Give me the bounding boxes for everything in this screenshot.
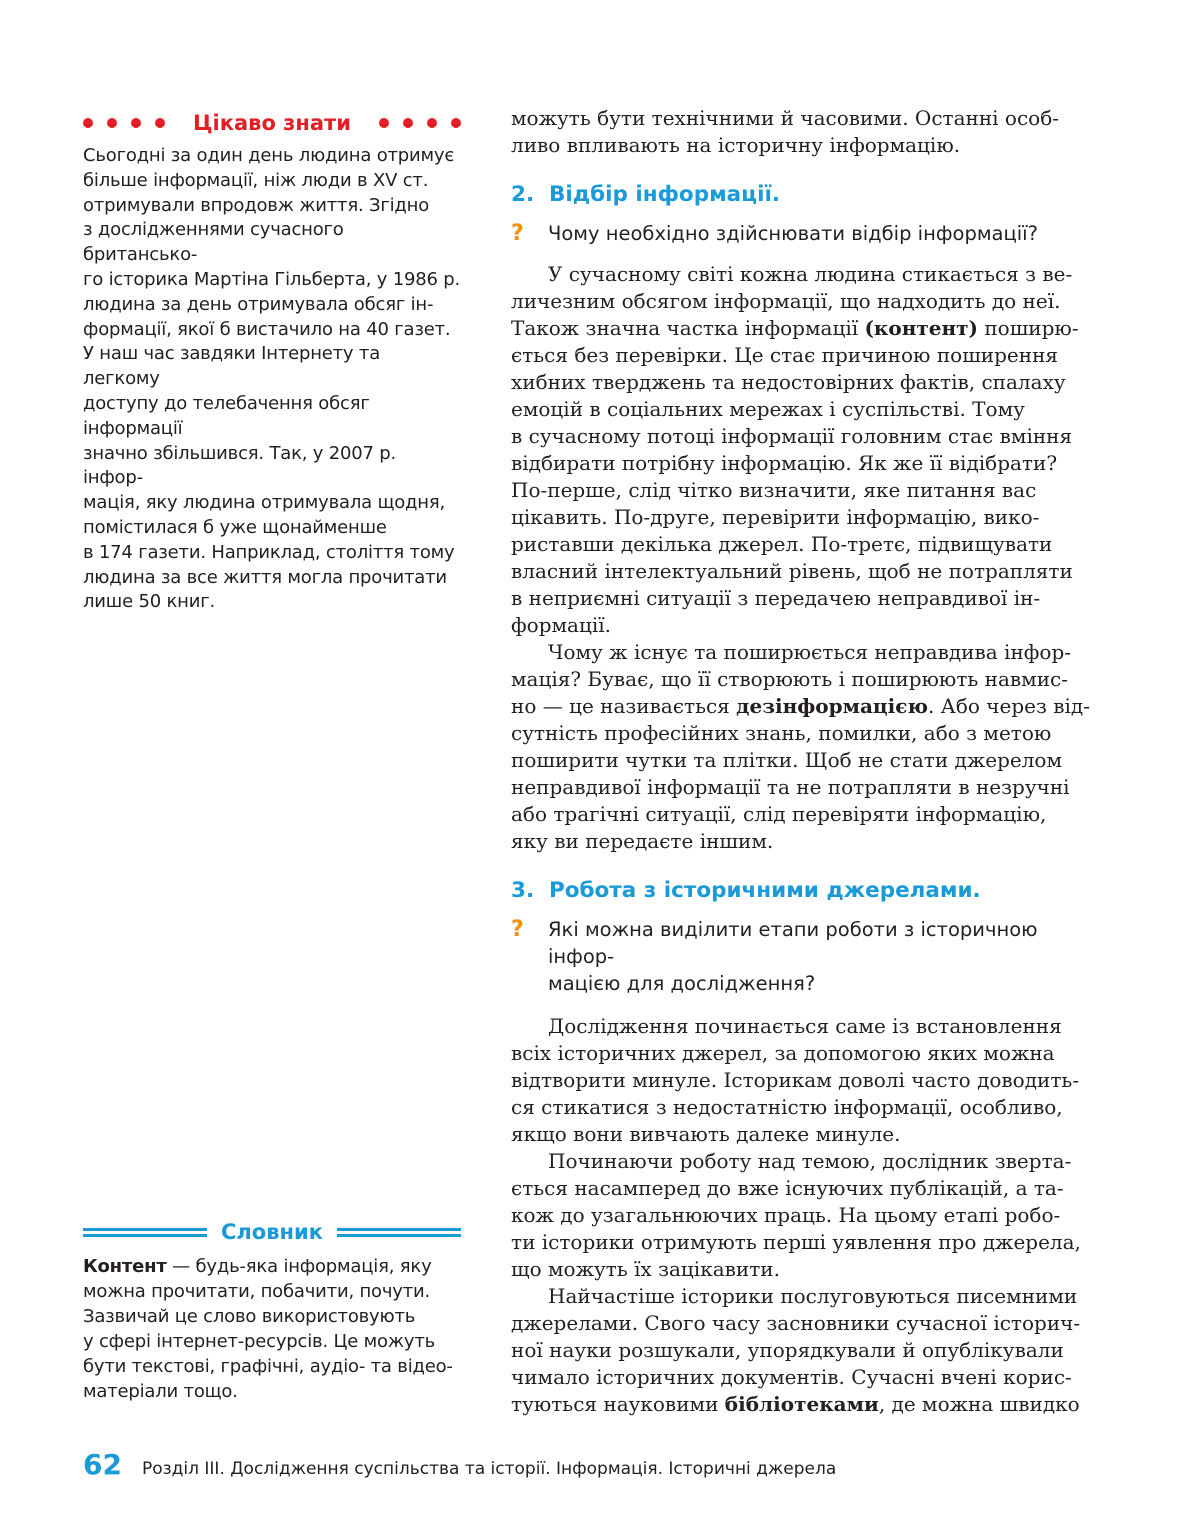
decorative-dots-left bbox=[83, 118, 165, 128]
section-2-number: 2. bbox=[511, 182, 535, 207]
text-run: У сучасному світі кожна людина стикається з ве- личезним обсягом інформації, що надходить до неї. Також значна частка інформації bbox=[511, 262, 1073, 340]
fact-box-title: Цікаво знати bbox=[193, 111, 351, 135]
text-run: поширю- ється без перевірки. Це стає причиною поширення хибних тверджень та недостовірних фактів, спалаху емоцій в соціальних мережах і суспільстві. Тому в сучасному потоці інформації головним стає вміння відбирати потрібну інформацію. Як же її відібрати? По-перше, слід чітко визначити, яке питання вас цікавить. По-друге, перевірити інформацію, вико- риставши декілька джерел. По-третє, підвищувати власний інтелектуальний рівень, щоб не потрапляти в неприємні ситуації з передачею неправдивої ін- формації. bbox=[511, 316, 1079, 637]
dot-icon bbox=[379, 118, 389, 128]
section-3-number: 3. bbox=[511, 878, 535, 903]
text-run: Найчастіше історики послуговуються писемними джерелами. Свого часу засновники сучасної історич- ної науки розшукали, упорядкували й опублікували чимало історичних документів. Сучасні вчені корис- туються науковими bbox=[511, 1284, 1081, 1416]
dot-icon bbox=[155, 118, 165, 128]
bold-term-libraries: бібліотеками bbox=[724, 1392, 879, 1416]
main-column bbox=[511, 105, 1099, 1418]
glossary-header bbox=[83, 1218, 461, 1246]
section-3-paragraph-1: Дослідження починається саме із встановлення всіх історичних джерел, за допомогою яких можна відтворити минуле. Історикам доволі часто доводить- ся стикатися з недостатністю інформації, особливо, якщо вони вивчають далеке минуле. bbox=[511, 1014, 1080, 1146]
bold-term-disinformation: дезінформацією bbox=[736, 694, 928, 718]
intro-paragraph: можуть бути технічними й часовими. Останні особ- ливо впливають на історичну інформацію. bbox=[511, 106, 1060, 157]
page-number: 62 bbox=[83, 1448, 122, 1481]
decorative-dots-right bbox=[379, 118, 461, 128]
bold-term-content: (контент) bbox=[864, 316, 978, 340]
section-3-heading bbox=[511, 877, 1099, 904]
section-2-paragraph-1 bbox=[511, 261, 1099, 639]
section-3-question bbox=[511, 916, 1099, 997]
glossary-rule-right bbox=[337, 1228, 461, 1237]
section-3-paragraph-2: Починаючи роботу над темою, дослідник зверта- ється насамперед до вже існуючих публікацій, а та- кож до узагальнюючих праць. На цьому етапі робо- ти історики отримують перші уявлення про джерела, що можуть їх зацікавити. bbox=[511, 1149, 1081, 1281]
section-3-question-text: Які можна виділити етапи роботи з історичною інфор- мацією для дослідження? bbox=[548, 918, 1038, 995]
dot-icon bbox=[451, 118, 461, 128]
text-run: Чому ж існує та поширюється неправдива інфор- мація? Буває, що її створюють і поширюють навмис- но — це називається bbox=[511, 640, 1072, 718]
glossary-entry bbox=[83, 1254, 461, 1404]
glossary-rule-left bbox=[83, 1228, 207, 1237]
dot-icon bbox=[131, 118, 141, 128]
question-mark-icon: ? bbox=[511, 221, 524, 246]
text-run: , де можна швидко bbox=[878, 1392, 1080, 1416]
fact-box-header bbox=[83, 108, 461, 138]
section-3-paragraph-3 bbox=[511, 1283, 1099, 1418]
footer-running-title: Розділ III. Дослідження суспільства та історії. Інформація. Історичні джерела bbox=[141, 1459, 837, 1479]
dot-icon bbox=[403, 118, 413, 128]
section-2-title: Відбір інформації. bbox=[549, 182, 781, 207]
question-mark-icon: ? bbox=[511, 917, 524, 942]
page-footer bbox=[83, 1448, 836, 1481]
fact-box bbox=[83, 108, 461, 615]
glossary-term: Контент bbox=[83, 1256, 167, 1277]
section-3-title: Робота з історичними джерелами. bbox=[549, 878, 981, 903]
glossary-definition: — будь-яка інформація, яку можна прочитати, побачити, почути. Зазвичай це слово використовують у сфері інтернет-ресурсів. Це можуть бути текстові, графічні, аудіо- та відео- матеріали тощо. bbox=[83, 1256, 453, 1402]
section-2-heading bbox=[511, 181, 1099, 208]
section-2-paragraph-2 bbox=[511, 639, 1099, 855]
dot-icon bbox=[427, 118, 437, 128]
dot-icon bbox=[83, 118, 93, 128]
dot-icon bbox=[107, 118, 117, 128]
fact-box-text: Сьогодні за один день людина отримує більше інформації, ніж люди в XV ст. отримували впродовж життя. Згідно з дослідженнями сучасного британсько- го історика Мартіна Гільберта, у 1986 р. людина за день отримувала обсяг ін- формації, якої б вистачило на 40 газет. У наш час завдяки Інтернету та легкому доступу до телебачення обсяг інформації значно збільшився. Так, у 2007 р. інфор- мація, яку людина отримувала щодня, помістилася б уже щонайменше в 174 газети. Наприклад, століття тому людина за все життя могла прочитати лише 50 книг. bbox=[83, 145, 461, 613]
section-2-question bbox=[511, 220, 1099, 247]
text-run: . Або через від- сутність професійних знань, помилки, або з метою поширити чутки та плітки. Щоб не стати джерелом неправдивої інформації та не потрапляти в незручні або трагічні ситуації, слід перевіряти інформацію, яку ви передаєте іншим. bbox=[511, 694, 1090, 853]
glossary-box bbox=[83, 1218, 461, 1404]
section-2-question-text: Чому необхідно здійснювати відбір інформації? bbox=[548, 222, 1038, 245]
glossary-title: Словник bbox=[221, 1220, 323, 1244]
